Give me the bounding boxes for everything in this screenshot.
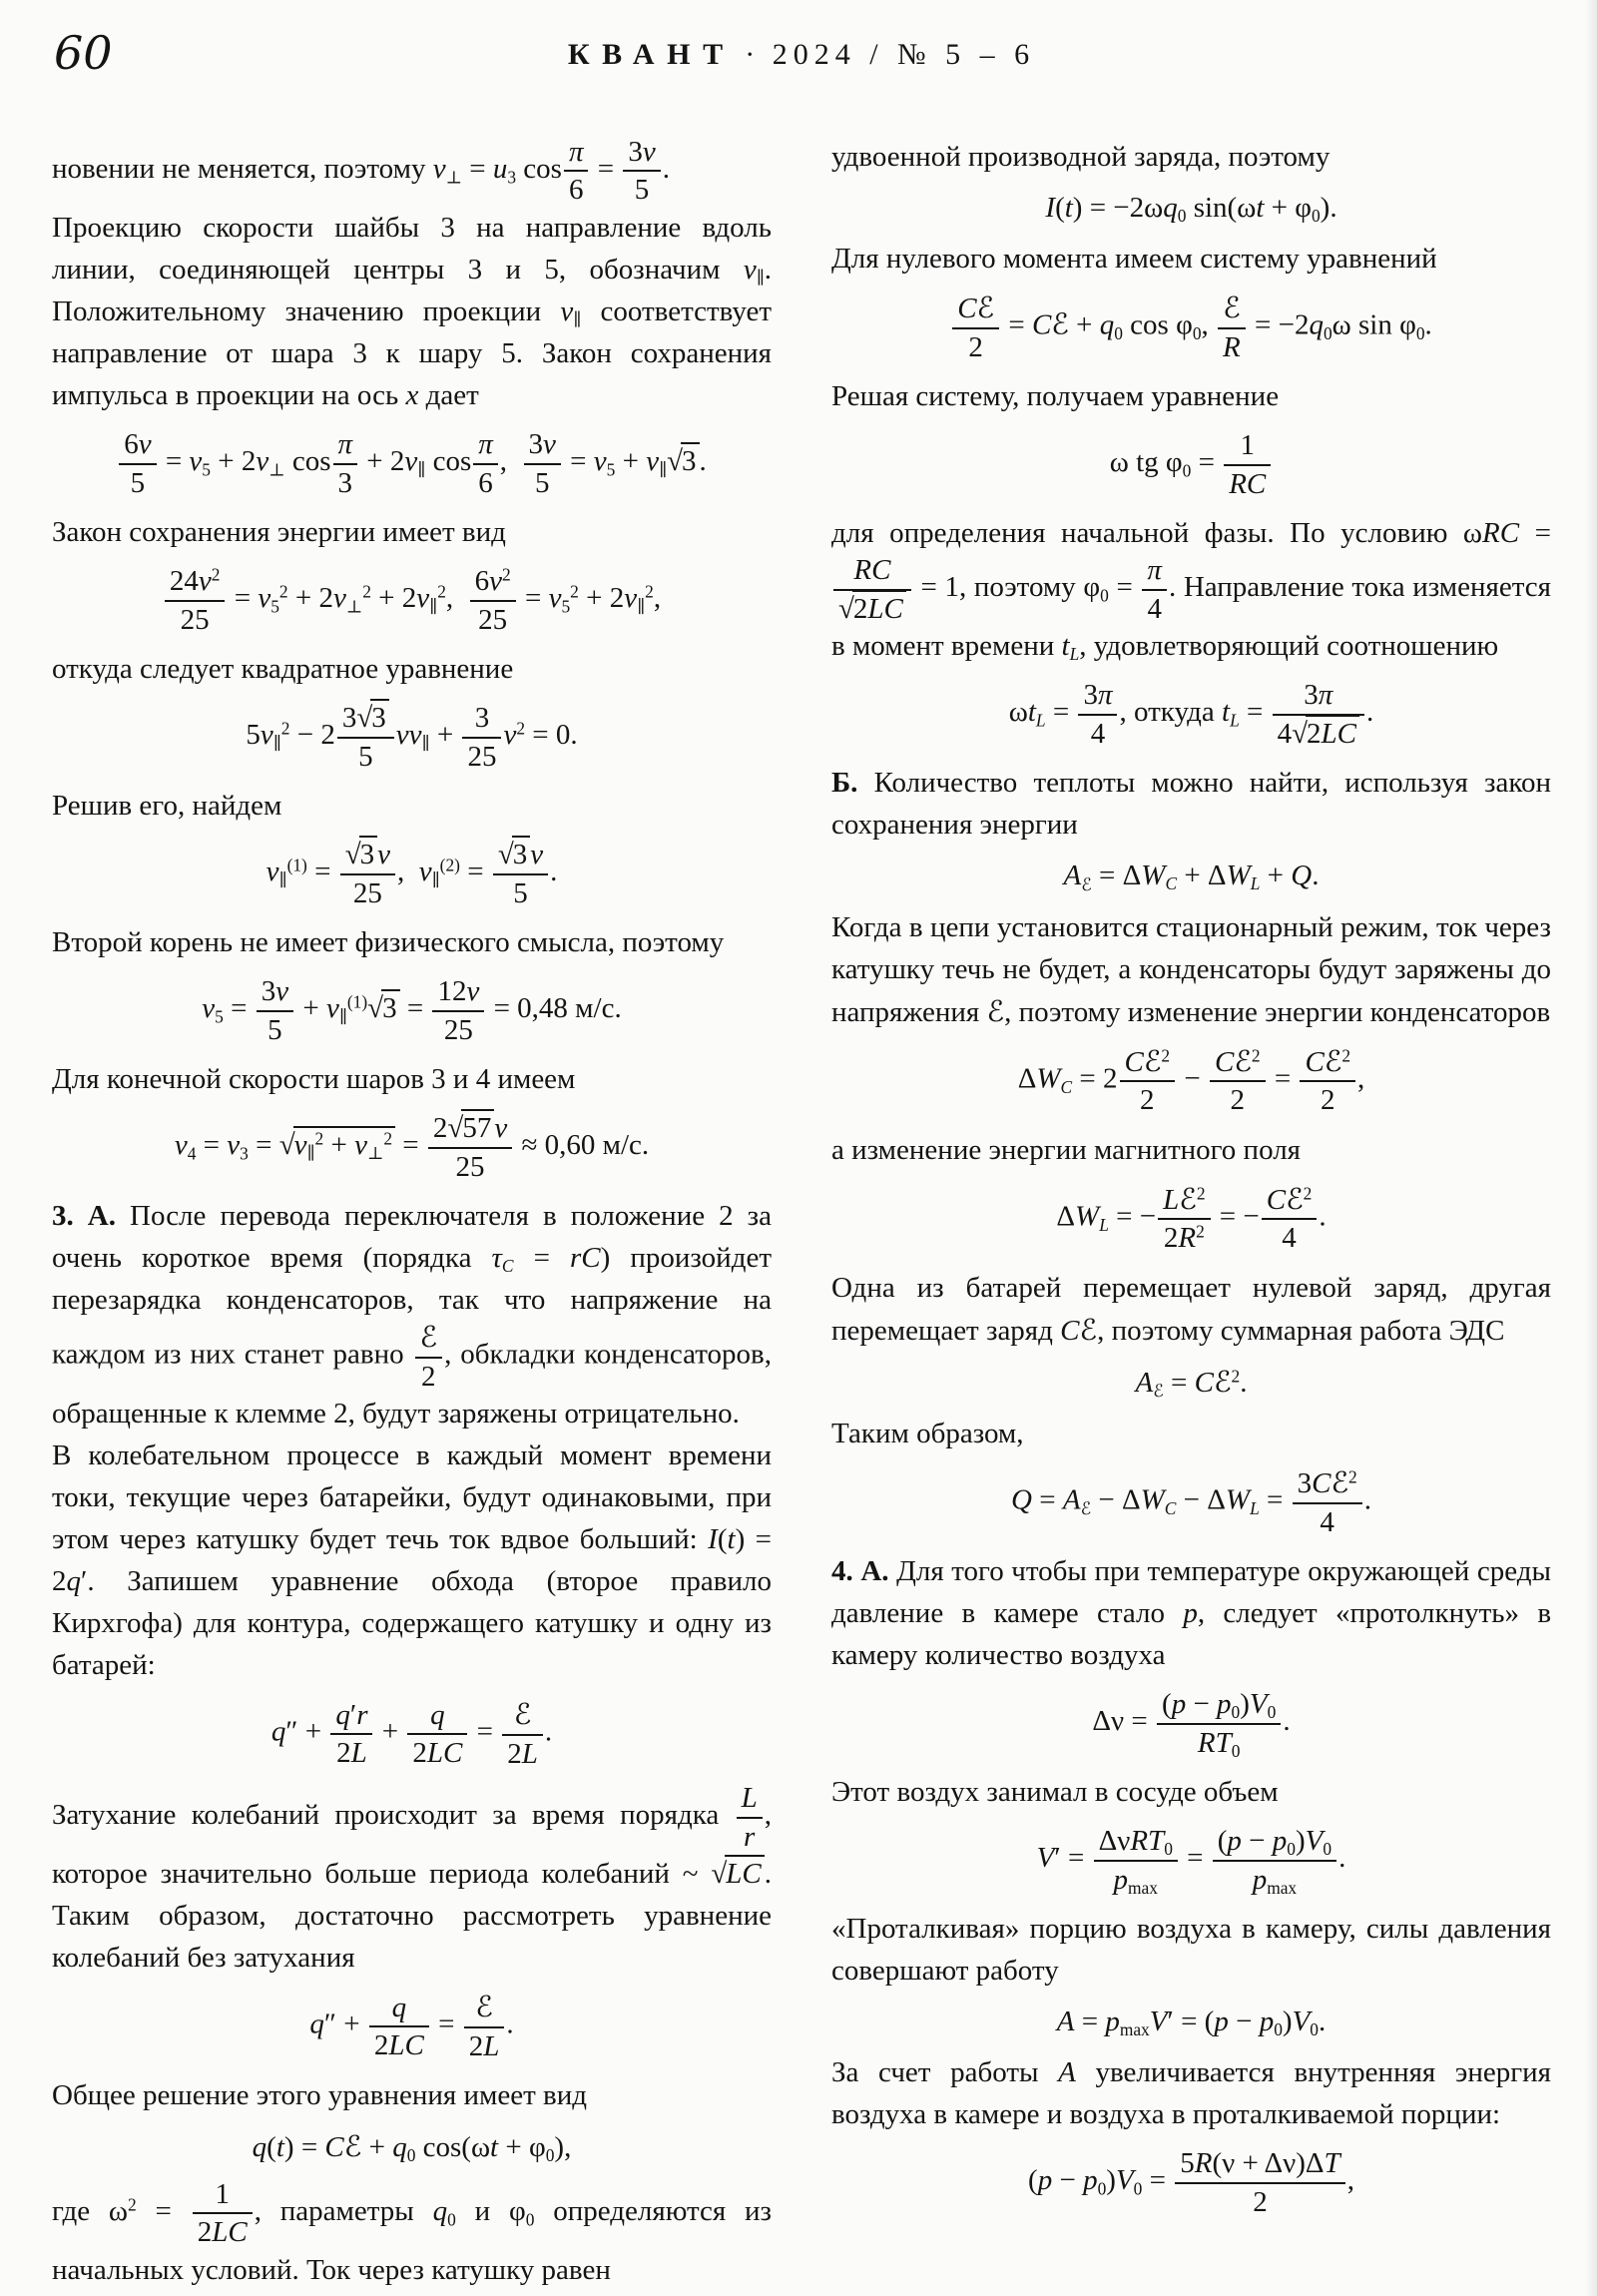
- formula: $5v_\parallel^2 - 2$ $\frac{3√3}{5}$ $vv_\parallel$ + $\frac{3}{25}$ $v^2 = 0$.: [52, 702, 772, 773]
- page-header: [52, 24, 1551, 110]
- formula: $v_\parallel^{(1)}$ = $\frac{√3 v}{25}$ , $v_\parallel^{(2)}$ = $\frac{√3 v}{5}$ .: [52, 839, 772, 909]
- formula: $\Delta W_C = 2$ Cℰ$^2$ 2 − Cℰ$^2$ 2 = Cℰ$^2$ 2 ,: [1017, 1043, 1365, 1117]
- paragraph: где $\omega^2$ = $\frac{1}{2LC}$ , параметры $q_0$ и $\varphi_0$ определяются из начальных условий. Ток через катушку равен: [52, 2177, 773, 2286]
- paragraph: Проекцию скорости шайбы 3 на направление вдоль линии, соединяющей центры 3 и 5, обозначим $v_\parallel$. Положительному значению проекции $v_\parallel$ соответствует направление от шара 3 к шару 5. Закон сохранения импульса в проекции на ось x дает: [52, 211, 773, 412]
- formula: Δν = $\frac{(p - p_0)V_0}{RT_0}$ .: [1092, 1688, 1291, 1761]
- formula: Cℰ 2 = Cℰ + $q_0$ $\cos \varphi_0$, ℰ R = $-2q_0\omega$ $\sin \varphi_0$.: [831, 291, 1551, 363]
- paragraph: Решив его, найдем: [52, 790, 282, 823]
- paragraph: Б. Количество теплоты можно найти, используя закон сохранения энергии: [831, 767, 1551, 842]
- formula: q(t) = Cℰ + $q_0$ $\cos(\omega t + \varphi_0)$,: [252, 2129, 572, 2166]
- page-number: 60: [54, 26, 113, 80]
- formula: $I(t) = -2\omega q_0$ $\sin(\omega t + \varphi_0)$.: [1045, 192, 1337, 227]
- formula: $\frac{6v}{5}$ = $v_5 + 2v_\perp$ cos $\frac{\pi}{3}$ + $2v_\parallel$ cos $\frac{\pi}{6}$ , $\frac{3v}{5}$ = $v_5 + v_\parallel√3$ .: [52, 428, 772, 499]
- paragraph: Таким образом,: [831, 1417, 1024, 1449]
- paragraph: новении не меняется, поэтому $v_\perp = u_3$ cos $\frac{\pi}{6}$ = $\frac{3v}{5}$ .: [52, 136, 670, 207]
- paragraph: а изменение энергии магнитного поля: [831, 1133, 1302, 1166]
- paragraph: Одна из батарей перемещает нулевой заряд, другая перемещает заряд Cℰ, поэтому суммарная работа ЭДС: [831, 1271, 1551, 1347]
- paragraph: Общее решение этого уравнения имеет вид: [52, 2079, 588, 2112]
- scan-edge-artifact: [1585, 0, 1597, 2296]
- formula: $\omega t_L$ = $\frac{3\pi}{4}$ , откуда $t_L$ = $\frac{3\pi}{4√2LC}$ .: [1008, 679, 1374, 750]
- formula: $A_ℰ = \Delta W_C + \Delta W_L + Q$.: [1063, 860, 1320, 895]
- formula: $A_ℰ$ = Cℰ$^2$.: [1135, 1364, 1248, 1402]
- formula: $\frac{24v^2}{25}$ = $v_5^2 + 2v_\perp^2 + 2v_\parallel^2$, $\frac{6v^2}{25}$ = $v_5^2 + 2v_\parallel^2$,: [52, 565, 772, 636]
- paragraph: Этот воздух занимал в сосуде объем: [831, 1776, 1279, 1809]
- formula: ω tg $\varphi_0$ = $\frac{1}{RC}$: [831, 429, 1551, 500]
- paragraph: Затухание колебаний происходит за время порядка $\frac{L}{r}$ , которое значительно больше периода колебаний ~ √LC . Таким образом, достаточно рассмотреть уравнение колебаний без затухания: [52, 1782, 772, 1975]
- formula: $Q = A_ℰ - \Delta W_C - \Delta W_L$ = 3Cℰ$^2$ 4 .: [1011, 1465, 1371, 1538]
- paragraph: 3. А. После перевода переключателя в положение 2 за очень короткое время (порядка $\tau_C = rC$) произойдет перезарядка конденсаторов, так что напряжение на каждом из них станет равно ℰ 2 , обкладки конденсаторов, обращенные к клемме 2, будут заряжены отрицательно.: [52, 1200, 773, 1431]
- two-column-layout: [52, 136, 1551, 2291]
- formula: q″ + $\frac{q'r}{2L}$ + $\frac{q}{2LC}$ = ℰ 2L .: [270, 1697, 553, 1770]
- paragraph: Решая систему, получаем уравнение: [831, 380, 1280, 413]
- formula: $(p - p_0)V_0$ = $\frac{5R(\nu + \Delta\nu)\Delta T}{2}$ ,: [1028, 2147, 1354, 2218]
- paragraph: откуда следует квадратное уравнение: [52, 653, 514, 686]
- issue-label: 2024 / № 5 – 6: [772, 38, 1036, 71]
- journal-name: КВАНТ: [567, 38, 736, 71]
- formula: q″ + $\frac{q}{2LC}$ = ℰ 2L .: [309, 1990, 514, 2062]
- paragraph: для определения начальной фазы. По условию ωRC = $\frac{RC}{√2LC}$ = 1, поэтому $\varphi_0$ = $\frac{\pi}{4}$ . Направление тока изменяется в момент времени $t_L$, удовлетворяющий соотношению: [831, 517, 1552, 665]
- paragraph: Когда в цепи установится стационарный режим, ток через катушку течь не будет, а конденсаторы будут заряжены до напряжения ℰ, поэтому изменение энергии конденсаторов: [831, 910, 1551, 1028]
- column-right: [831, 136, 1551, 2291]
- paragraph: удвоенной производной заряда, поэтому: [831, 141, 1331, 173]
- paragraph: Закон сохранения энергии имеет вид: [52, 516, 506, 549]
- masthead-separator: ·: [745, 38, 756, 71]
- formula: $\Delta W_L$ = − Lℰ$^2$ $2R^2$ = − Cℰ$^2$ 4 .: [1056, 1181, 1327, 1255]
- paragraph: Для нулевого момента имеем систему уравнений: [831, 243, 1437, 276]
- paragraph: За счет работы A увеличивается внутренняя энергия воздуха в камере и воздуха в проталкиваемой порции:: [831, 2056, 1551, 2131]
- paragraph: «Проталкивая» порцию воздуха в камеру, силы давления совершают работу: [831, 1913, 1551, 1988]
- journal-masthead: [568, 40, 1035, 70]
- column-left-content: [52, 136, 772, 2291]
- paragraph: В колебательном процессе в каждый момент времени токи, текущие через батарейки, будут одинаковыми, при этом через катушку будет течь ток вдвое больший: I(t) = 2q′. Запишем уравнение обхода (второе правило Кирхгофа) для контура, содержащего катушку и одну из батарей:: [52, 1439, 773, 1682]
- formula: $v_5$ = $\frac{3v}{5}$ + $v_\parallel^{(1)}√3$ = $\frac{12v}{25}$ = 0,48 м/с.: [202, 975, 622, 1046]
- paragraph: Второй корень не имеет физического смысла, поэтому: [52, 926, 725, 959]
- paragraph: Для конечной скорости шаров 3 и 4 имеем: [52, 1063, 576, 1096]
- formula: $A = p_{max}V' = (p - p_0)V_0$.: [1056, 2006, 1327, 2040]
- formula: V′ = ΔνRT$_0$ $p_{max}$ = $(p - p_0)V_0$ $p_{max}$ .: [1036, 1825, 1346, 1898]
- column-right-content: [831, 136, 1551, 2218]
- formula: $v_4 = v_3 = √v_\parallel^2 + v_\perp^2$ = $\frac{2√57 v}{25}$ ≈ 0,60 м/с.: [52, 1112, 772, 1183]
- paragraph: 4. А. Для того чтобы при температуре окружающей среды давление в камере стало p, следует «протолкнуть» в камеру количество воздуха: [831, 1554, 1552, 1672]
- column-left: [52, 136, 772, 2291]
